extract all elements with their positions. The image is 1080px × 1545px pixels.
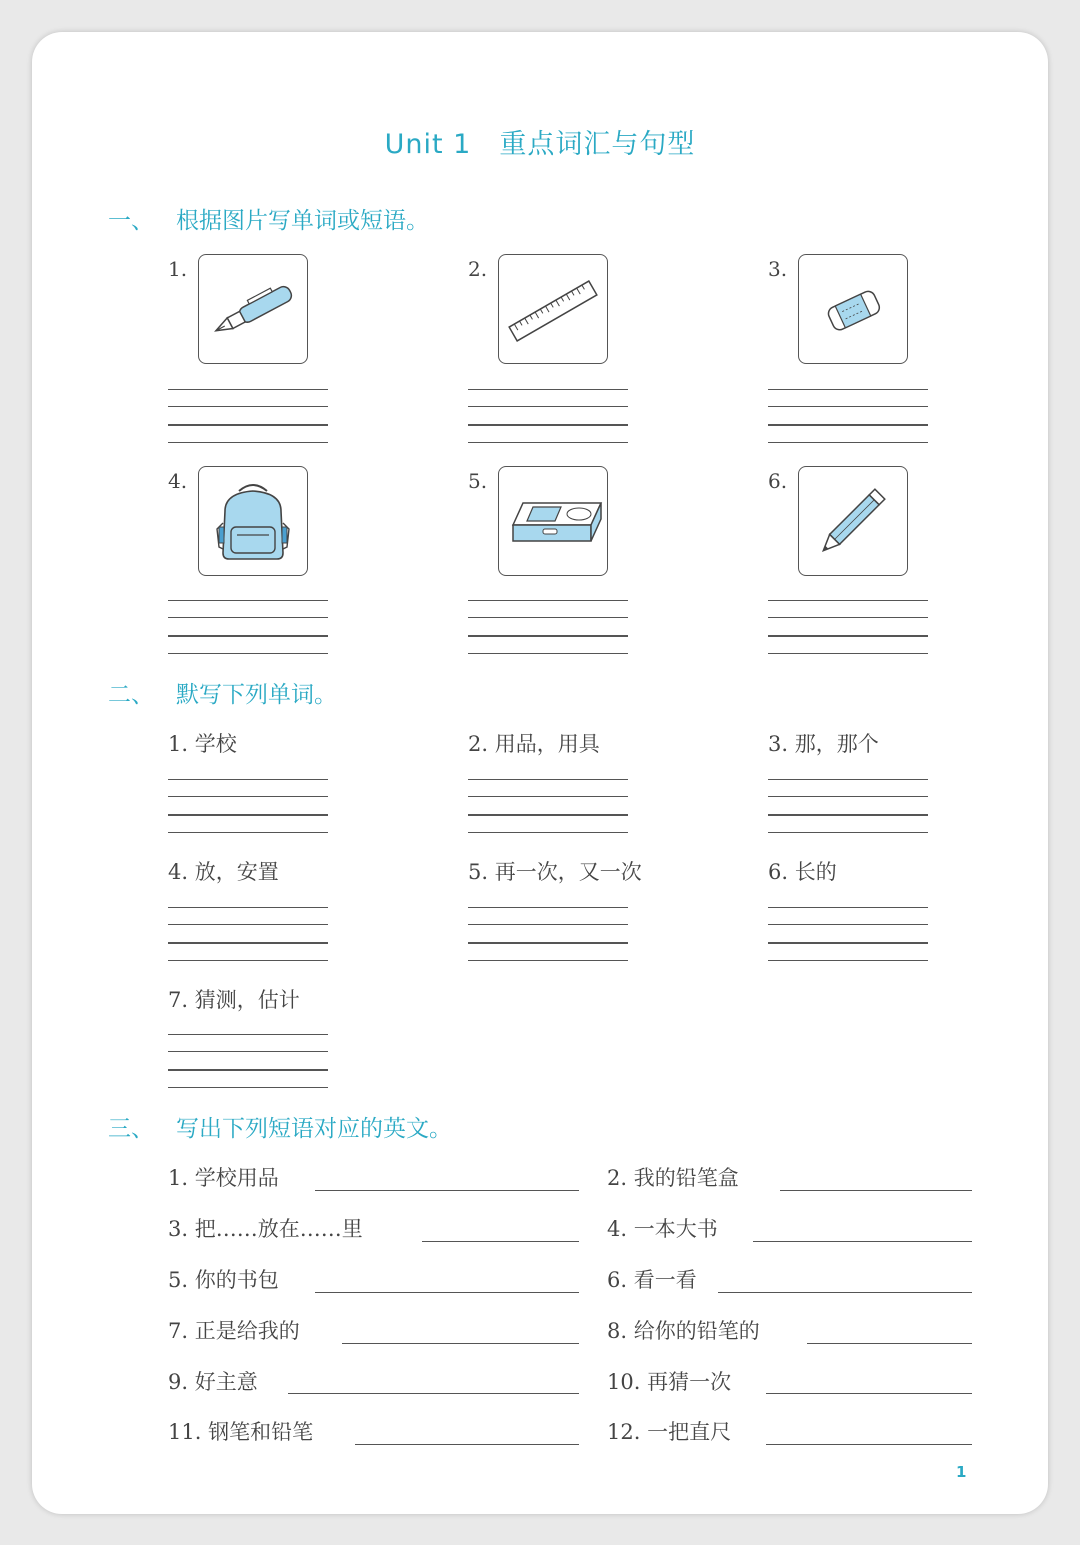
answer-line[interactable] [315, 1190, 579, 1191]
writing-lines[interactable] [468, 389, 628, 445]
answer-line[interactable] [718, 1292, 972, 1293]
picture-box [498, 466, 608, 576]
section2-instruction: 默写下列单词。 [176, 682, 337, 708]
picture-box [798, 254, 908, 364]
writing-lines[interactable] [768, 389, 928, 445]
picture-box [498, 254, 608, 364]
phrase-prompt: 2. 我的铅笔盒 [607, 1166, 739, 1190]
answer-line[interactable] [422, 1241, 579, 1242]
phrase-prompt: 8. 给你的铅笔的 [607, 1319, 760, 1343]
phrase-prompt: 12. 一把直尺 [607, 1420, 732, 1444]
pencil-box-icon [499, 467, 607, 575]
page-title [0, 122, 1080, 161]
section3-instruction: 写出下列短语对应的英文。 [176, 1116, 452, 1142]
title-unit: Unit 1 [384, 129, 472, 160]
phrase-prompt: 3. 把……放在……里 [168, 1217, 363, 1241]
picture-item-number: 6. [768, 469, 788, 493]
writing-lines[interactable] [168, 1034, 328, 1090]
writing-lines[interactable] [168, 600, 328, 656]
phrase-prompt: 4. 一本大书 [607, 1217, 718, 1241]
backpack-icon [199, 467, 307, 575]
writing-lines[interactable] [168, 389, 328, 445]
word-prompt: 2. 用品，用具 [468, 732, 600, 756]
answer-line[interactable] [766, 1444, 972, 1445]
section1-label: 一、 [108, 208, 154, 234]
answer-line[interactable] [355, 1444, 579, 1445]
answer-line[interactable] [315, 1292, 579, 1293]
answer-line[interactable] [780, 1190, 972, 1191]
phrase-prompt: 1. 学校用品 [168, 1166, 279, 1190]
word-prompt: 4. 放，安置 [168, 860, 279, 884]
section2-label: 二、 [108, 682, 154, 708]
picture-item-number: 2. [468, 257, 488, 281]
phrase-prompt: 7. 正是给我的 [168, 1319, 300, 1343]
word-prompt: 1. 学校 [168, 732, 237, 756]
phrase-prompt: 10. 再猜一次 [607, 1370, 732, 1394]
word-prompt: 7. 猜测，估计 [168, 988, 300, 1012]
ruler-icon [499, 255, 607, 363]
pencil-icon [799, 467, 907, 575]
picture-item-number: 3. [768, 257, 788, 281]
page-number: 1 [956, 1463, 967, 1481]
eraser-icon [799, 255, 907, 363]
picture-box [198, 466, 308, 576]
writing-lines[interactable] [768, 779, 928, 835]
section1-instruction: 根据图片写单词或短语。 [176, 208, 429, 234]
writing-lines[interactable] [468, 779, 628, 835]
writing-lines[interactable] [168, 907, 328, 963]
word-prompt: 5. 再一次，又一次 [468, 860, 642, 884]
section1-heading [108, 202, 429, 235]
answer-line[interactable] [753, 1241, 972, 1242]
picture-box [798, 466, 908, 576]
phrase-prompt: 11. 钢笔和铅笔 [168, 1420, 314, 1444]
writing-lines[interactable] [468, 907, 628, 963]
picture-item-number: 5. [468, 469, 488, 493]
word-prompt: 6. 长的 [768, 860, 837, 884]
title-text: 重点词汇与句型 [499, 129, 696, 160]
section2-heading [108, 676, 337, 709]
phrase-prompt: 9. 好主意 [168, 1370, 258, 1394]
answer-line[interactable] [807, 1343, 972, 1344]
picture-box [198, 254, 308, 364]
phrase-prompt: 5. 你的书包 [168, 1268, 279, 1292]
picture-item-number: 1. [168, 257, 188, 281]
answer-line[interactable] [288, 1393, 579, 1394]
answer-line[interactable] [342, 1343, 579, 1344]
writing-lines[interactable] [168, 779, 328, 835]
section3-label: 三、 [108, 1116, 154, 1142]
writing-lines[interactable] [768, 600, 928, 656]
writing-lines[interactable] [768, 907, 928, 963]
writing-lines[interactable] [468, 600, 628, 656]
answer-line[interactable] [766, 1393, 972, 1394]
pen-icon [199, 255, 307, 363]
section3-heading [108, 1110, 452, 1143]
picture-item-number: 4. [168, 469, 188, 493]
phrase-prompt: 6. 看一看 [607, 1268, 697, 1292]
word-prompt: 3. 那，那个 [768, 732, 879, 756]
